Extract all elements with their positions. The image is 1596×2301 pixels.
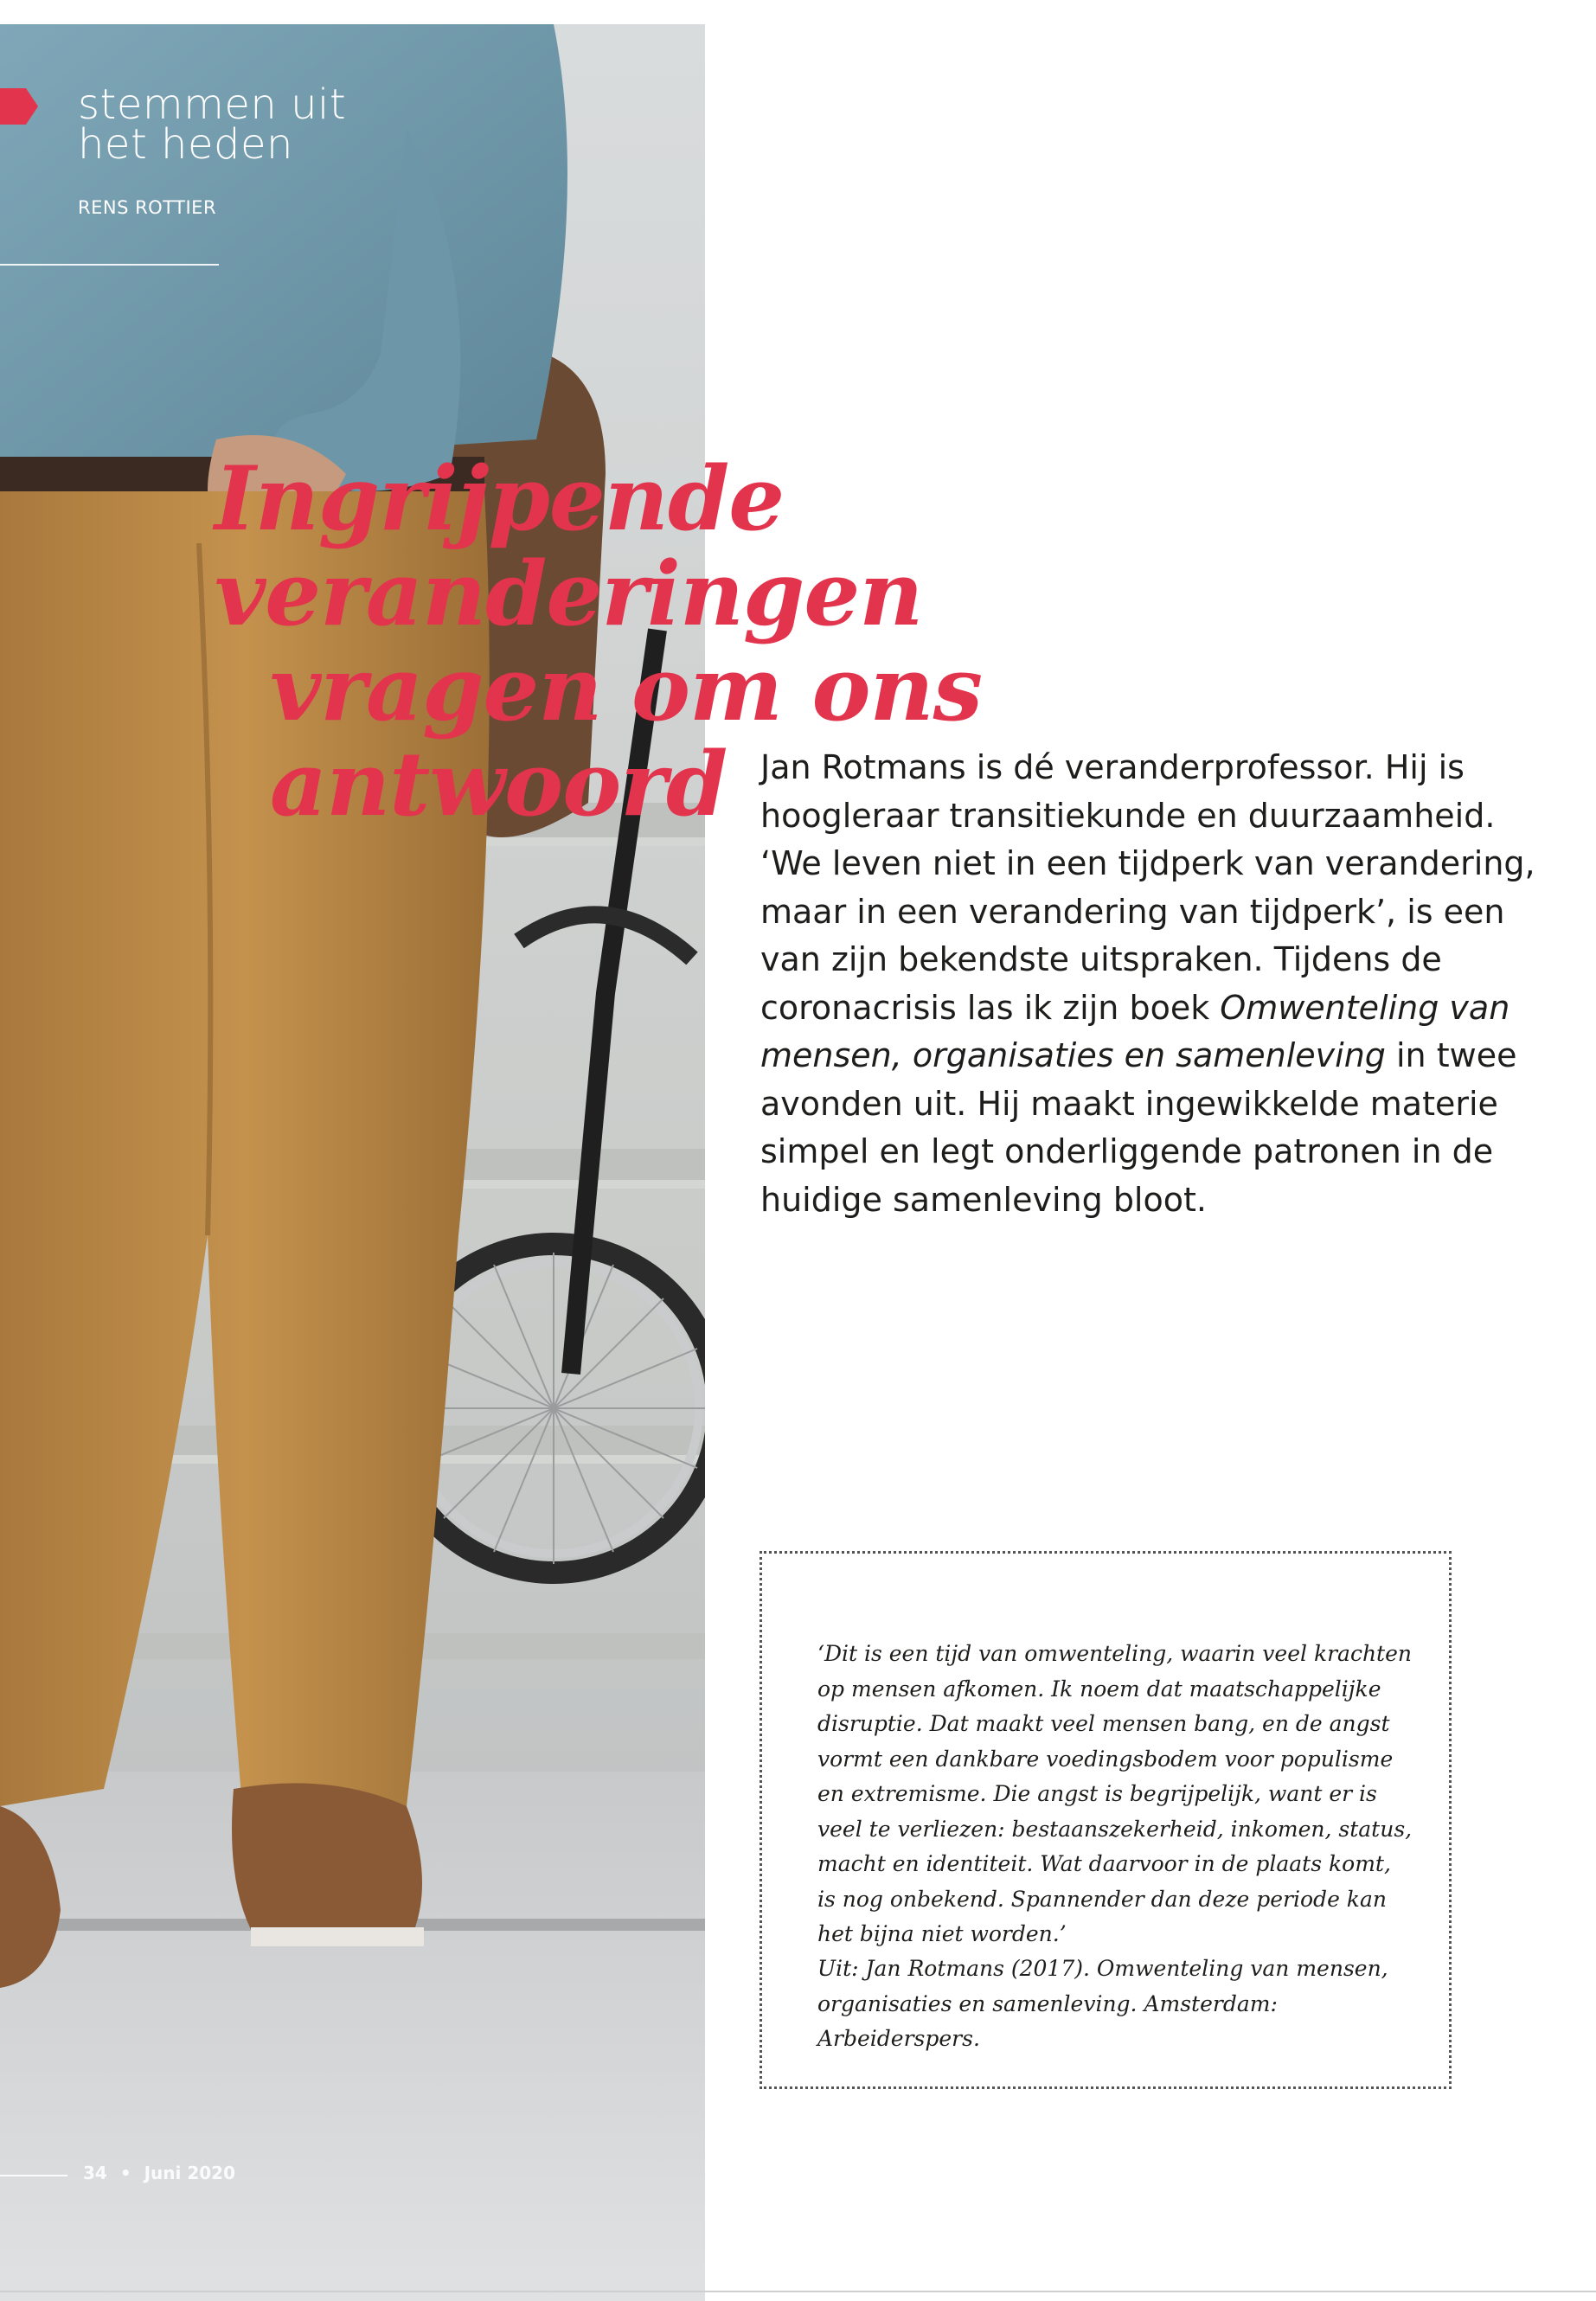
- footer-separator: •: [119, 2163, 131, 2183]
- section-title: stemmen uit het heden: [78, 80, 347, 169]
- quote-box: [760, 1551, 1452, 2089]
- cyclist-photo: [0, 24, 705, 2301]
- intro-text-2: in twee avonden uit. Hij maakt ingewikkelde materie simpel en legt onderliggende patronen in de huidige samenleving bloot.: [760, 1036, 1517, 1219]
- book-title: Omwenteling van mensen, organisaties en samenleving: [760, 988, 1510, 1074]
- quote-source: Uit: Jan Rotmans (2017). Omwenteling van mensen, organisaties en samenleving. Amsterdam: Arbeiderspers.: [817, 1956, 1388, 2051]
- author-divider: [0, 264, 219, 266]
- intro-text-1: Jan Rotmans is dé veranderprofessor. Hij is hoogleraar transitiekunde en duurzaamheid. ‘We leven niet in een tijdperk van verandering, maar in een verandering van tijdperk’, is een van zijn bekendste uitspraken. Tijdens de coronacrisis las ik zijn boek: [760, 748, 1535, 1027]
- page-bottom-divider: [0, 2291, 1596, 2292]
- footer-divider: [0, 2175, 67, 2176]
- red-triangle-icon: [0, 88, 38, 125]
- quote-text: ‘Dit is een tijd van omwenteling, waarin veel krachten op mensen afkomen. Ik noem dat maatschappelijke disruptie. Dat maakt veel mensen bang, en de angst vormt een dankbare voedingsbodem voor populisme en extremisme. Die angst is begrijpelijk, want er is veel te verliezen: bestaanszekerheid, inkomen, status, macht en identiteit. Wat daarvoor in de plaats komt, is nog onbekend. Spannender dan deze periode kan het bijna niet worden.’: [817, 1641, 1413, 1946]
- page-footer: [83, 2163, 235, 2183]
- headline-line-2: vragen om ons antwoord: [270, 638, 983, 836]
- author-name: RENS ROTTIER: [78, 197, 217, 218]
- headline-line-1: Ingrijpende veranderingen: [215, 447, 923, 646]
- page-number: 34: [83, 2163, 107, 2183]
- intro-paragraph: [760, 744, 1539, 1224]
- issue-date: Juni 2020: [144, 2163, 235, 2183]
